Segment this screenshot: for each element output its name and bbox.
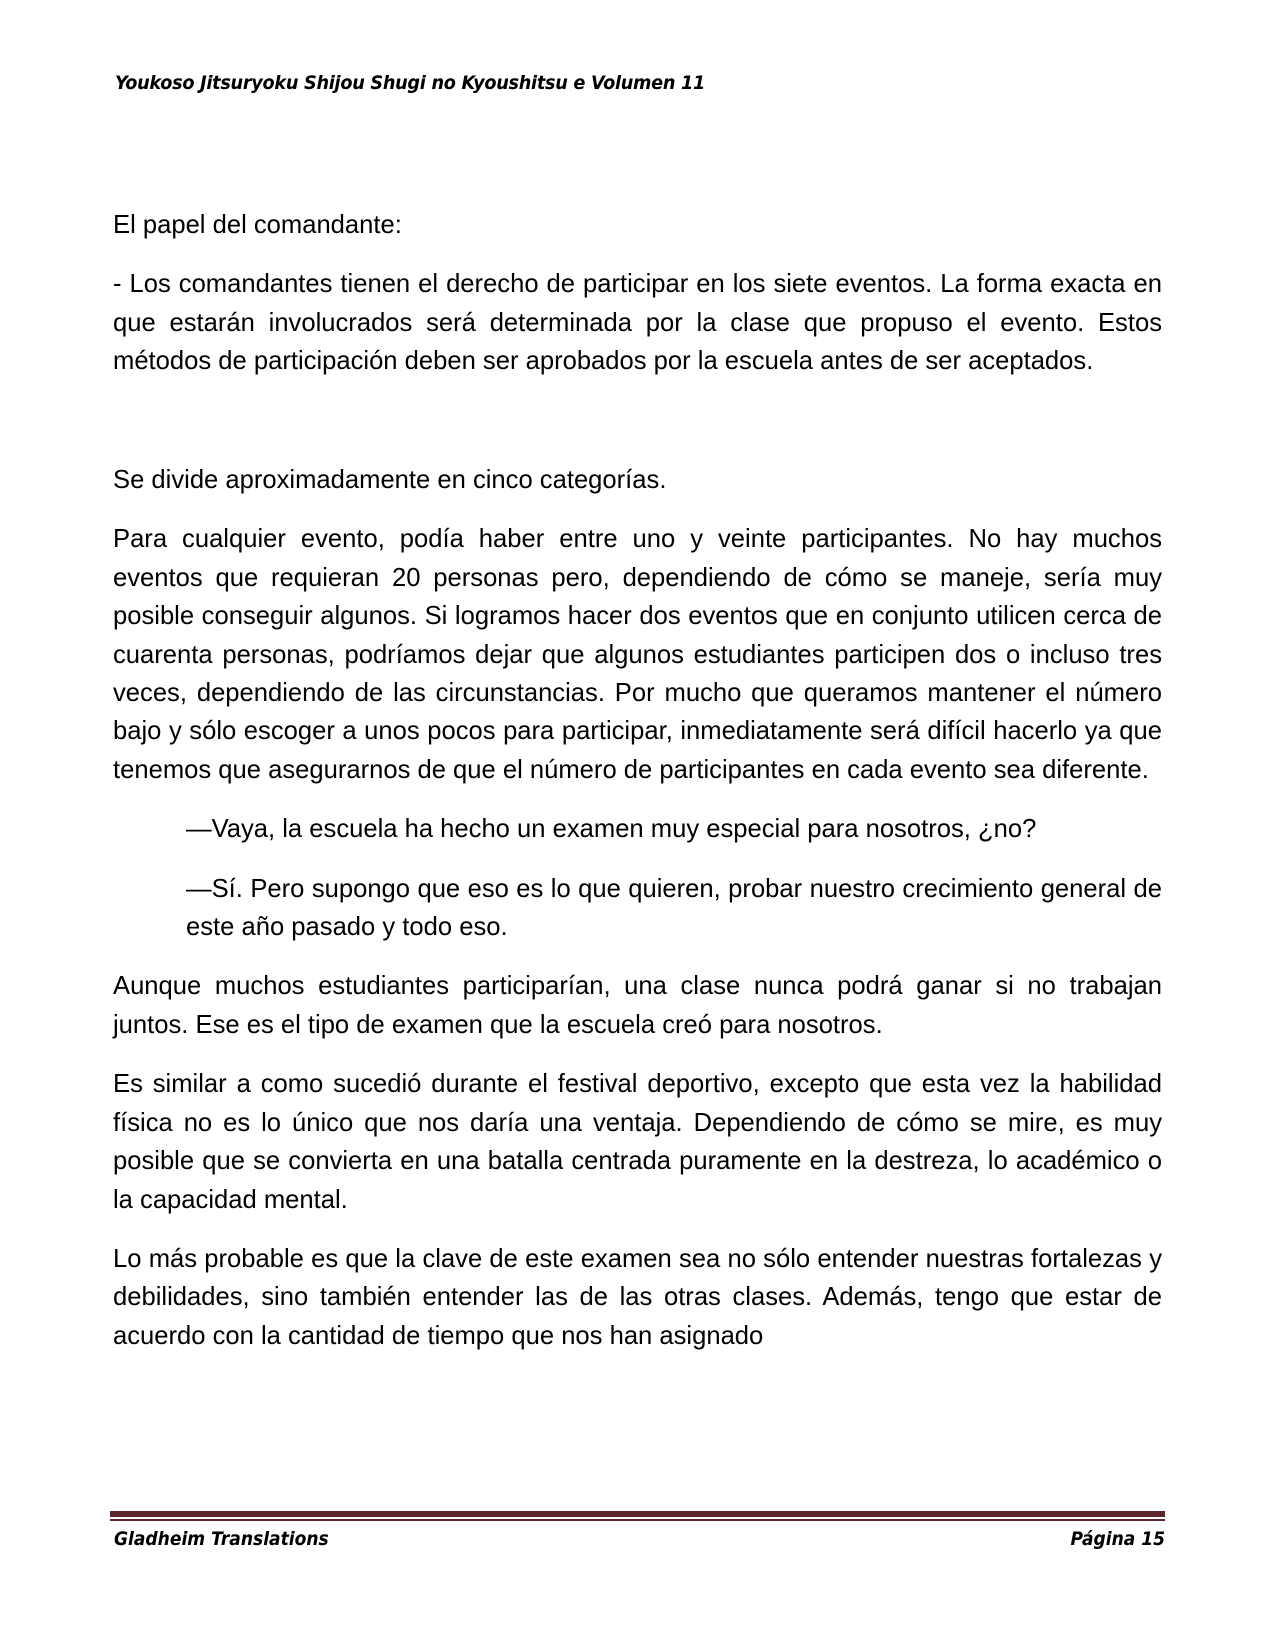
dialogue-line: —Vaya, la escuela ha hecho un examen muy especial para nosotros, ¿no? <box>186 815 1037 844</box>
page-body <box>113 206 1162 1376</box>
footer-page-number: Página 15 <box>1070 1528 1165 1550</box>
footer-translator-credit: Gladheim Translations <box>114 1528 329 1550</box>
running-header-title: Youkoso Jitsuryoku Shijou Shugi no Kyoushitsu e Volumen 11 <box>115 72 706 94</box>
paragraph-commander-heading: El papel del comandante: <box>113 211 402 239</box>
paragraph-participants: Para cualquier evento, podía haber entre uno y veinte participantes. No hay muchos eventos que requieran 20 personas pero, dependiendo de cómo se maneje, sería muy posible conseguir algunos. Si logramos hacer dos eventos que en conjunto utilicen cerca de cuarenta personas, podríamos dejar que algunos estudiantes participen dos o incluso tres veces, dependiendo de las circunstancias. Por mucho que queramos mantener el número bajo y sólo escoger a unos pocos para participar, inmediatamente será difícil hacerlo ya que tenemos que asegurarnos de que el número de participantes en cada evento sea diferente. <box>113 525 1162 784</box>
paragraph-sports-festival: Es similar a como sucedió durante el festival deportivo, excepto que esta vez la habilidad física no es lo único que nos daría una ventaja. Dependiendo de cómo se mire, es muy posible que se convierta en una batalla centrada puramente en la destreza, lo académico o la capacidad mental. <box>113 1070 1162 1214</box>
empty-paragraph <box>113 402 1162 440</box>
footer-rule-thick <box>110 1511 1165 1517</box>
paragraph-exam-key: Lo más probable es que la clave de este examen sea no sólo entender nuestras fortalezas y debilidades, sino también entender las de las otras clases. Además, tengo que estar de acuerdo con la cantidad de tiempo que nos han asignado <box>113 1244 1162 1350</box>
paragraph-categories: Se divide aproximadamente en cinco categorías. <box>113 466 667 495</box>
footer-rule-thin <box>110 1519 1165 1521</box>
paragraph-teamwork: Aunque muchos estudiantes participarían, una clase nunca podrá ganar si no trabajan juntos. Ese es el tipo de examen que la escuela creó para nosotros. <box>113 972 1162 1039</box>
paragraph-commander-rule: - Los comandantes tienen el derecho de participar en los siete eventos. La forma exacta en que estarán involucrados será determinada por la clase que propuso el evento. Estos métodos de participación deben ser aprobados por la escuela antes de ser aceptados. <box>113 270 1162 376</box>
dialogue-line: —Sí. Pero supongo que eso es lo que quieren, probar nuestro crecimiento general de este año pasado y todo eso. <box>186 874 1162 942</box>
